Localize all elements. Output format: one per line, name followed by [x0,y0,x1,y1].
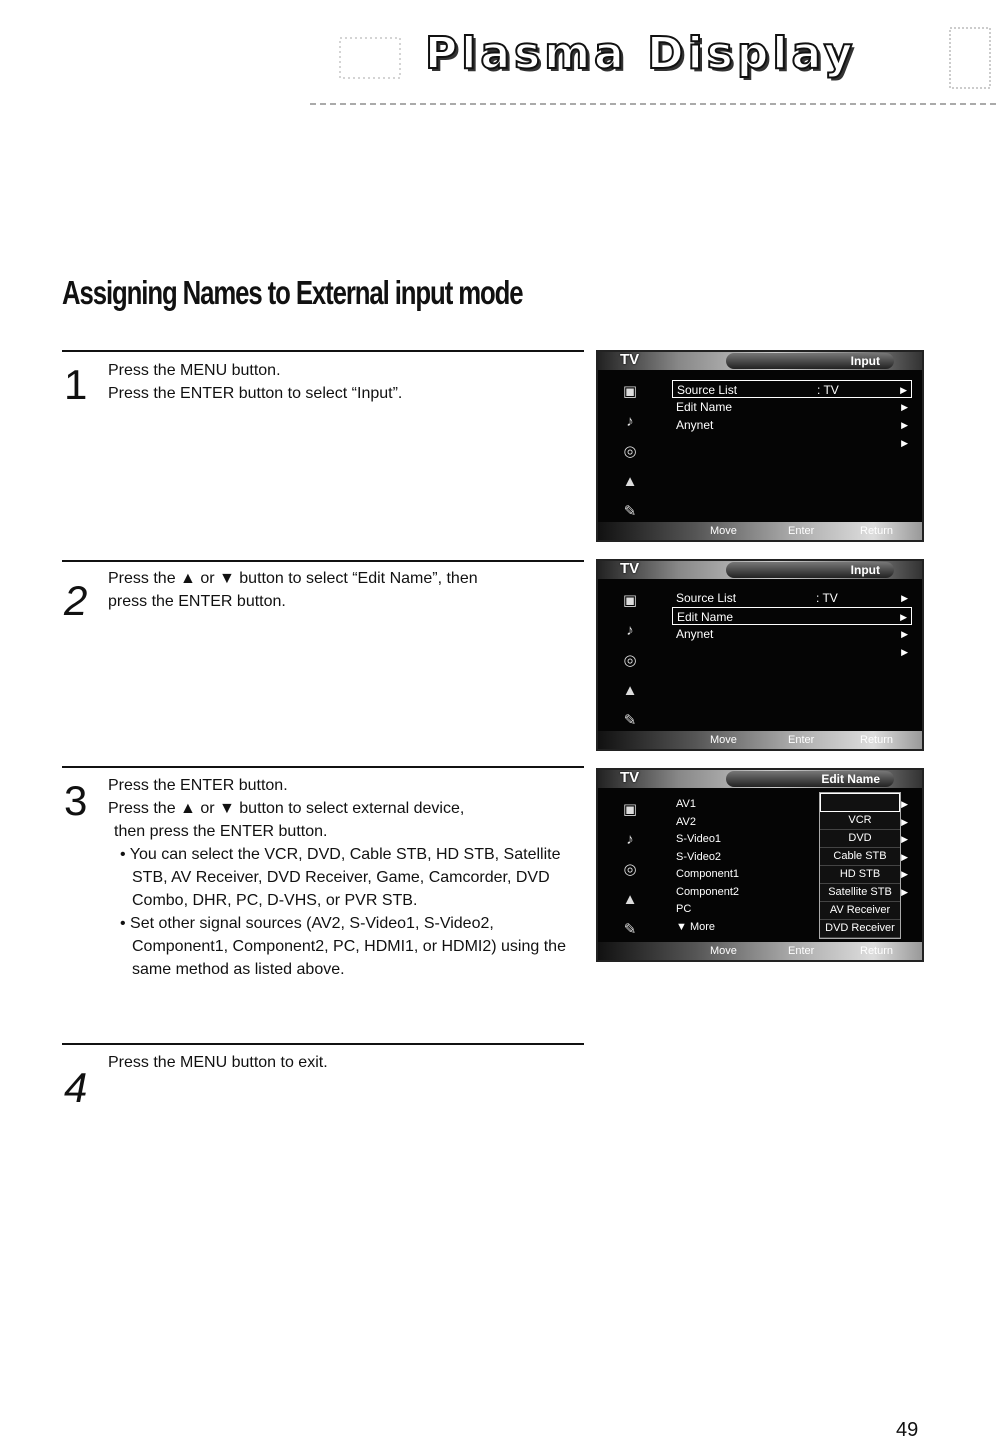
osd-option: HD STB [820,866,900,884]
arrow-right-icon: ▶ [901,438,908,448]
osd-menu-item [672,607,912,625]
osd-help-return: Return [860,945,894,957]
osd-item-label: AV2 [676,815,696,828]
picture-icon: ▣ [622,801,638,818]
osd-screenshot-edit-name-list [596,768,924,962]
osd-menu-item [672,434,912,452]
step-line: then press the ENTER button. [114,823,328,840]
osd-icon-column [616,589,656,751]
step-line: Press the ENTER button. [108,777,288,794]
step-line: Press the MENU button to exit. [108,1054,328,1071]
osd-help-bar [598,942,922,960]
step-divider [62,560,584,562]
osd-item-label: Component2 [676,885,739,898]
osd-help-enter: Enter [788,945,815,957]
osd-menu-title: Input [726,562,894,578]
step-number: 1 [64,361,88,408]
arrow-right-icon: ▶ [901,851,908,862]
arrow-right-icon: ▶ [901,402,908,412]
arrow-right-icon: ▶ [901,886,908,897]
step-number: 4 [64,1064,88,1111]
osd-menu-item [672,625,912,643]
osd-item-label: Source List [676,591,737,605]
osd-help-bar [598,731,922,749]
arrow-right-icon: ▶ [901,647,908,657]
step-line: press the ENTER button. [108,593,286,610]
osd-help-move: Move [710,734,737,746]
page-title: Assigning Names to External input mode [62,274,523,311]
osd-help-move: Move [710,945,737,957]
sound-icon: ♪ [626,621,634,639]
osd-option [820,793,900,812]
osd-item-value: : TV [816,591,838,605]
setup-icon: ▲ [622,681,638,699]
osd-menu-title: Edit Name [726,771,894,787]
osd-title-bar [598,770,922,788]
osd-title-bar [598,561,922,579]
osd-name-options [819,792,901,939]
osd-screenshot-input [596,350,924,542]
input-icon: ✎ [623,712,637,729]
osd-item-label: Edit Name [676,400,733,414]
osd-help-move: Move [710,525,737,537]
osd-menu-item [672,398,912,416]
sound-icon: ♪ [626,412,634,430]
osd-option: AV Receiver [820,902,900,920]
osd-menu-title: Input [726,353,894,369]
osd-menu-list [672,380,912,452]
picture-icon: ▣ [622,383,638,400]
arrow-right-icon: ▶ [900,612,907,622]
osd-item-label: Source List [677,383,738,397]
osd-item-label: Anynet [676,418,714,432]
osd-help-enter: Enter [788,525,815,537]
osd-option: Satellite STB [820,884,900,902]
setup-icon: ▲ [622,890,638,908]
channel-icon: ◎ [623,861,637,878]
channel-icon: ◎ [623,652,637,669]
osd-menu-list [672,589,912,661]
step-divider [62,350,584,352]
osd-item-label: S-Video2 [676,850,722,863]
arrow-right-icon: ▶ [901,834,908,844]
osd-tv-label: TV [620,769,640,786]
step-text [108,774,578,981]
arrow-right-icon: ▶ [901,816,908,827]
step-bullet: • You can select the VCR, DVD, Cable STB, HD STB, Satellite STB, AV Receiver, DVD Receiver, Game, Camcorder, DVD Combo, DHR, PC, D-VHS, or PVR STB. [108,843,572,912]
osd-item-value: : TV [817,383,839,397]
osd-item-label: S-Video1 [676,833,722,845]
setup-icon: ▲ [622,472,638,490]
step-number: 3 [64,777,88,824]
header-logo-text: Plasma Display [425,28,857,79]
osd-item-label: PC [676,903,692,915]
sound-icon: ♪ [626,830,634,848]
step-number: 2 [64,577,88,624]
osd-option: VCR [820,812,900,830]
step-divider [62,766,584,768]
arrow-right-icon: ▶ [901,799,908,809]
step-line: Press the ▲ or ▼ button to select external device, [108,800,465,817]
arrow-right-icon: ▶ [901,869,908,879]
step-bullet: • Set other signal sources (AV2, S-Video1, S-Video2, Component1, Component2, PC, HDMI1, or HDMI2) using the same method as listed above. [108,912,572,981]
osd-item-label: Component1 [676,868,739,880]
osd-menu-item [672,643,912,661]
step-line: Press the ENTER button to select “Input”. [108,385,403,402]
osd-option: Cable STB [820,848,900,866]
arrow-right-icon: ▶ [901,593,908,603]
step-text [108,359,578,405]
page-number: 49 [896,1419,919,1441]
osd-help-enter: Enter [788,734,815,746]
osd-icon-column [616,798,656,962]
arrow-right-icon: ▶ [900,385,907,395]
picture-icon: ▣ [622,592,638,609]
osd-tv-label: TV [620,560,640,577]
step-line: Press the ▲ or ▼ button to select “Edit Name”, then [108,570,478,587]
osd-help-return: Return [860,734,894,746]
osd-screenshot-edit-name [596,559,924,751]
osd-item-label: AV1 [676,798,696,810]
osd-item-label: Edit Name [677,610,734,624]
osd-item-label: ▼ More [676,920,716,933]
osd-help-return: Return [860,525,894,537]
osd-menu-item [672,380,912,398]
input-icon: ✎ [623,921,637,938]
arrow-right-icon: ▶ [901,629,908,639]
osd-menu-item [672,589,912,607]
input-icon: ✎ [623,503,637,520]
step-text [108,1051,578,1074]
step-line: Press the MENU button. [108,362,281,379]
osd-option: DVD [820,830,900,848]
arrow-right-icon: ▶ [901,420,908,430]
osd-option: DVD Receiver [820,920,900,938]
osd-help-bar [598,522,922,540]
osd-item-label: Anynet [676,627,714,641]
osd-tv-label: TV [620,351,640,368]
osd-icon-column [616,380,656,542]
osd-title-bar [598,352,922,370]
step-divider [62,1043,584,1045]
channel-icon: ◎ [623,443,637,460]
osd-menu-item [672,416,912,434]
step-text [108,567,578,613]
